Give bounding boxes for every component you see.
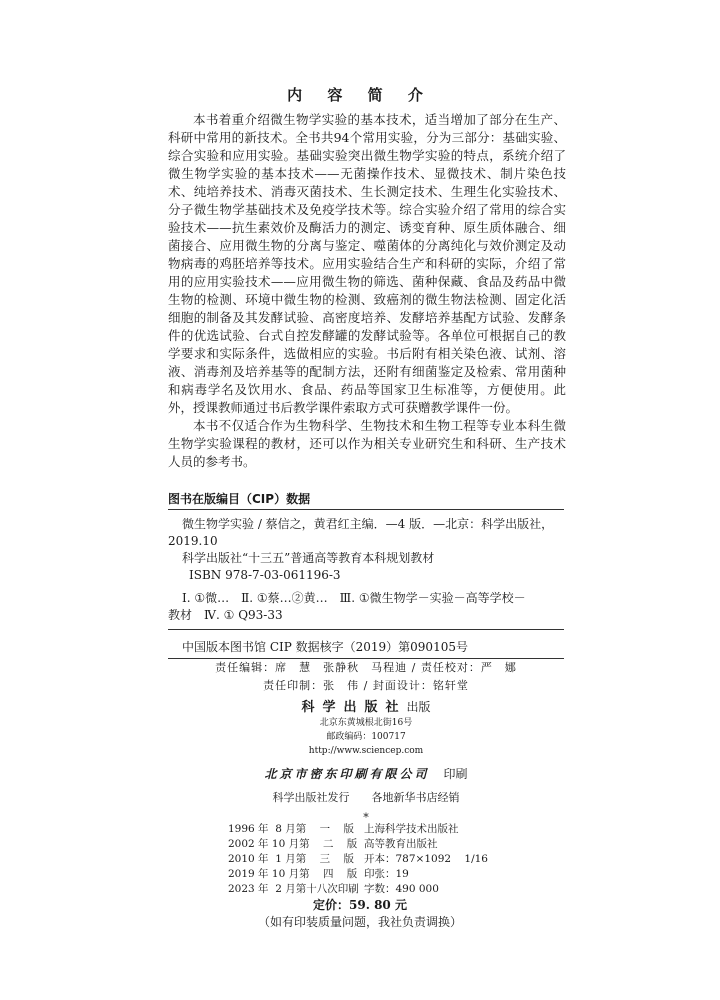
publisher-suffix: 出版 <box>406 700 431 714</box>
edition-date: 2023 年 2 月第十八次印刷 <box>228 883 359 895</box>
credits-block <box>168 658 564 824</box>
publisher-name: 科学出版社 <box>301 700 407 715</box>
edition-date: 2002 年 10 月第 二 版 <box>228 838 358 850</box>
summary-paragraph-1: 本书着重介绍微生物学实验的基本技术，适当增加了部分在生产、科研中常用的新技术。全书共94个常用实验，分为三部分：基础实验、综合实验和应用实验。基础实验突出微生物学实验的特点，系统介绍了微生物学实验的基本技术——无菌操作技术、显微技术、制片染色技术、纯培养技术、消毒灭菌技术、生长测定技术、生理生化实验技术、分子微生物学基础技术及免疫学技术等。综合实验介绍了常用的综合实验技术——抗生素效价及酶活力的测定、诱变育种、原生质体融合、细菌接合、应用微生物的分离与鉴定、噬菌体的分离纯化与效价测定及动物病毒的鸡胚培养等技术。应用实验结合生产和科研的实际，介绍了常用的应用实验技术——应用微生物的筛选、菌种保藏、食品及药品中微生物的检测、环境中微生物的检测、致癌剂的微生物法检测、固定化活细胞的制备及其发酵试验、高密度培养、发酵培养基配方试验、发酵条件的优选试验、台式自控发酵罐的发酵试验等。各单位可根据自己的教学要求和实际条件，选做相应的实验。书后附有相关染色液、试剂、溶液、消毒剂及培养基等的配制方法，还附有细菌鉴定及检索、常用菌种和病毒学名及饮用水、食品、药品等国家卫生标准等，方便使用。此外，授课教师通过书后教学课件索取方式可获赠教学课件一份。 <box>168 112 566 415</box>
edition-detail: 开本：787×1092 1/16 <box>364 853 488 865</box>
cip-heading: 图书在版编目（CIP）数据 <box>168 492 311 506</box>
edition-detail: 字数：490 000 <box>364 883 439 895</box>
cip-line-title: 微生物学实验 / 蔡信之，黄君红主编．—4 版．—北京：科学出版社， <box>182 517 554 531</box>
publisher-website: http://www.sciencep.com <box>308 746 424 756</box>
publisher-line <box>168 696 564 715</box>
edition-detail: 上海科学技术出版社 <box>364 823 459 835</box>
edition-row <box>228 867 488 882</box>
page-title: 内 容 简 介 <box>287 86 433 104</box>
cip-line-date: 2019.10 <box>168 534 218 548</box>
edition-row <box>228 882 488 897</box>
cip-line-isbn: ISBN 978-7-03-061196-3 <box>189 568 341 582</box>
edition-row <box>228 822 488 837</box>
responsible-print-design: 责任印制：张 伟 / 封面设计：铭轩堂 <box>263 679 469 692</box>
edition-date: 2019 年 10 月第 四 版 <box>228 868 358 880</box>
edition-row <box>228 852 488 867</box>
cip-line-classification-cont: 教材 Ⅳ. ① Q93-33 <box>168 608 283 622</box>
printer-name: 北京市密东印刷有限公司 <box>264 767 430 781</box>
quality-note: （如有印装质量问题，我社负责调换） <box>257 915 462 929</box>
cip-line-series: 科学出版社“十三五”普通高等教育本科规划教材 <box>182 551 435 565</box>
publisher-postcode: 邮政编码：100717 <box>326 732 406 742</box>
responsible-editors: 责任编辑：席 慧 张静秋 马程迪 / 责任校对：严 娜 <box>215 661 517 674</box>
edition-date: 1996 年 8 月第 一 版 <box>228 823 354 835</box>
printer-line <box>168 765 564 782</box>
summary-paragraph-2: 本书不仅适合作为生物科学、生物技术和生物工程等专业本科生微生物学实验课程的教材，还可以作为相关专业研究生和科研、生产技术人员的参考书。 <box>168 418 566 469</box>
edition-row <box>228 837 488 852</box>
publisher-address: 北京东黄城根北街16号 <box>319 718 413 728</box>
edition-detail: 印张：19 <box>364 868 409 880</box>
cip-data-block <box>168 509 564 630</box>
printer-suffix: 印刷 <box>443 767 468 781</box>
cip-record-number: 中国版本图书馆 CIP 数据核字（2019）第090105号 <box>182 640 468 654</box>
distribution-line: 科学出版社发行 各地新华书店经销 <box>272 791 460 804</box>
cip-line-classification: Ⅰ. ①微… Ⅱ. ①蔡…②黄… Ⅲ. ①微生物学－实验－高等学校－ <box>182 591 526 605</box>
price: 定价：59. 80 元 <box>313 898 407 912</box>
edition-date: 2010 年 1 月第 三 版 <box>228 853 354 865</box>
separator-star: * <box>363 811 369 824</box>
edition-detail: 高等教育出版社 <box>364 838 438 850</box>
content-summary <box>168 111 566 471</box>
edition-history <box>228 822 488 897</box>
